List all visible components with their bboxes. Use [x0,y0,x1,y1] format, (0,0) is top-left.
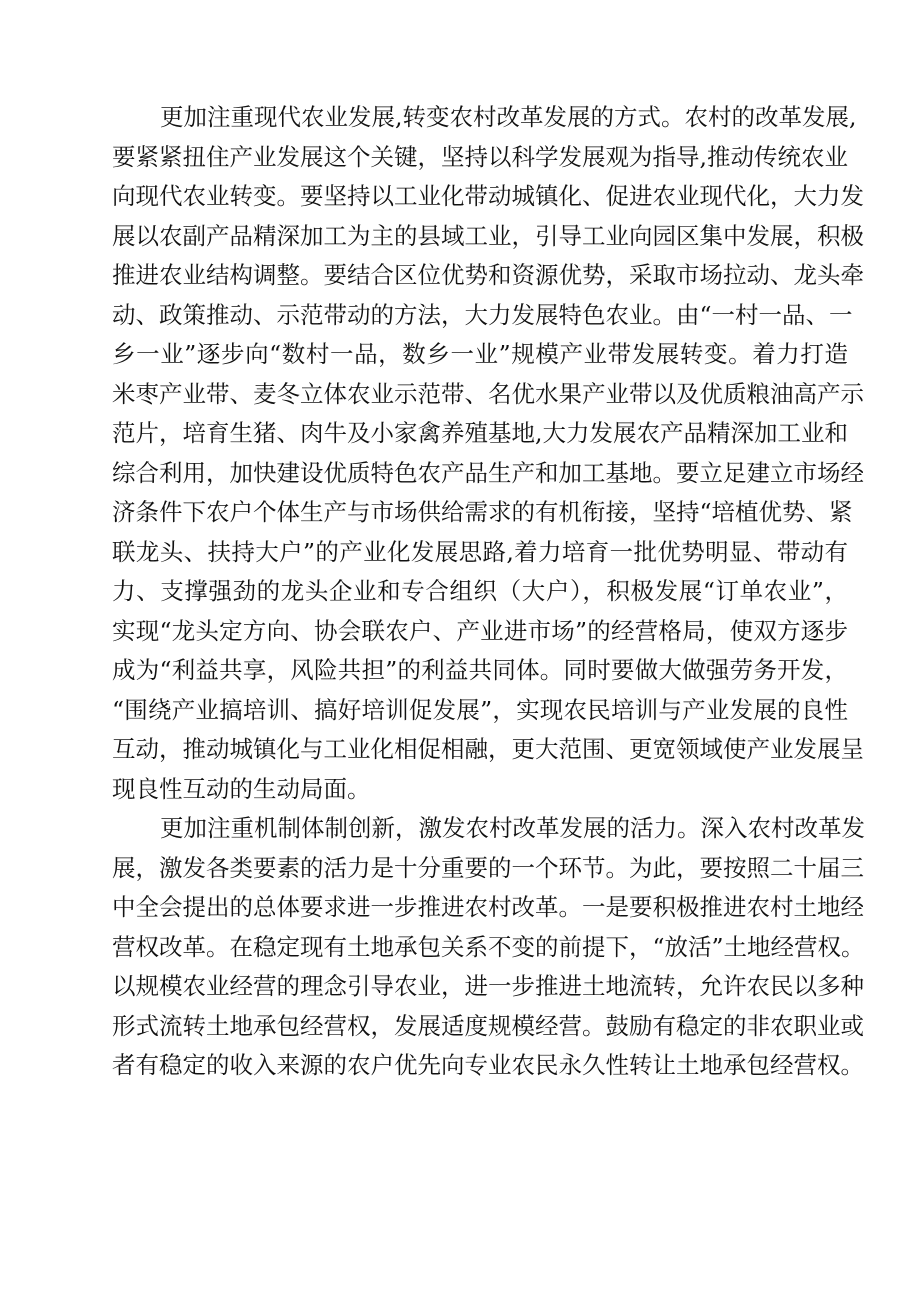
text-line: 成为“利益共享，风险共担”的利益共同体。同时要做大做强劳务开发， [112,656,848,684]
text-line: 乡一业”逐步向“数村一品，数乡一业”规模产业带发展转变。着力打造 [112,340,848,368]
text-line: 中全会提出的总体要求进一步推进农村改革。一是要积极推进农村土地经 [112,893,864,921]
text-line: 推进农业结构调整。要结合区位优势和资源优势，采取市场拉动、龙头牵 [112,261,864,289]
text-line: 动、政策推动、示范带动的方法，大力发展特色农业。由“一村一品、一 [112,300,853,329]
text-line: 米枣产业带、麦冬立体农业示范带、名优水果产业带以及优质粮油高产示 [112,379,864,408]
paragraph-mechanism-innovation [112,809,865,1086]
text-line: 向现代农业转变。要坚持以工业化带动城镇化、促进农业现代化，大力发 [112,182,864,210]
text-line: 实现“龙头定方向、协会联农户、产业进市场”的经营格局，使双方逐步 [112,616,848,645]
text-line: “围绕产业搞培训、搞好培训促发展”，实现农民培训与产业发展的良性 [112,695,848,724]
paragraph-modern-agriculture [112,98,864,809]
text-line: 要紧紧扭住产业发展这个关键，坚持以科学发展观为指导,推动传统农业 [112,142,848,171]
text-line: 力、支撑强劲的龙头企业和专合组织（大户），积极发展“订单农业”， [112,577,848,605]
text-line: 营权改革。在稳定现有土地承包关系不变的前提下，“放活”土地经营权。 [112,932,865,961]
text-line: 展以农副产品精深加工为主的县域工业，引导工业向园区集中发展，积极 [112,221,864,250]
text-line: 形式流转土地承包经营权，发展适度规模经营。鼓励有稳定的非农职业或 [112,1011,864,1040]
text-line: 互动，推动城镇化与工业化相促相融，更大范围、更宽领域使产业发展呈 [112,735,864,763]
text-line: 联龙头、扶持大户”的产业化发展思路,着力培育一批优势明显、带动有 [112,537,848,566]
text-line: 更加注重机制体制创新，激发农村改革发展的活力。深入农村改革发 [160,814,865,842]
text-line: 济条件下农户个体生产与市场供给需求的有机衔接，坚持“培植优势、紧 [112,498,853,526]
text-line: 现良性互动的生动局面。 [112,774,371,803]
text-line: 展，激发各类要素的活力是十分重要的一个环节。为此，要按照二十届三 [112,853,864,882]
text-line: 综合利用，加快建设优质特色农产品生产和加工基地。要立足建立市场经 [112,458,864,487]
text-line: 者有稳定的收入来源的农户优先向专业农民永久性转让土地承包经营权。 [112,1051,864,1079]
text-line: 更加注重现代农业发展,转变农村改革发展的方式。农村的改革发展, [160,103,857,131]
text-line: 范片，培育生猪、肉牛及小家禽养殖基地,大力发展农产品精深加工业和 [112,419,848,447]
text-line: 以规模农业经营的理念引导农业，进一步推进土地流转，允许农民以多种 [112,972,864,1000]
document-body [112,98,865,1086]
